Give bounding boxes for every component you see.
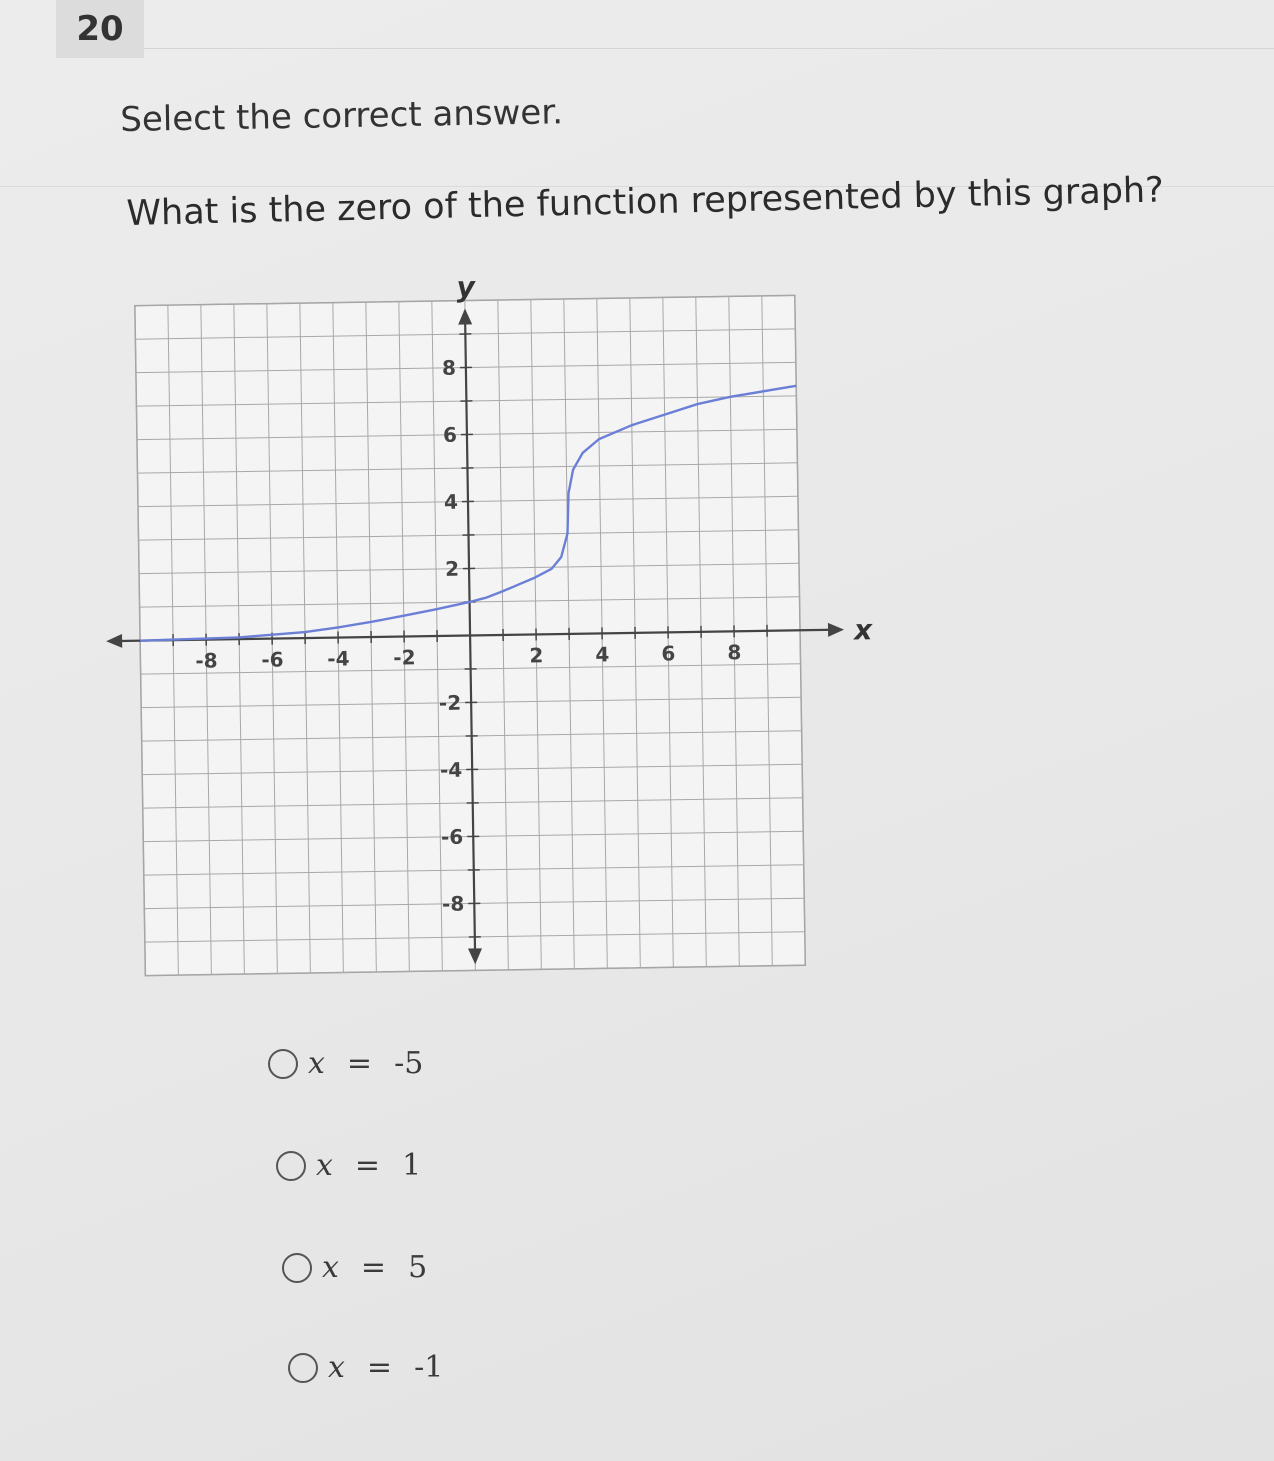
question-prompt: What is the zero of the function represented by this graph? xyxy=(126,170,1165,234)
option-equals: = xyxy=(366,1350,393,1385)
y-tick-label: 4 xyxy=(443,489,459,514)
y-tick-label: -2 xyxy=(438,690,462,715)
option-equals: = xyxy=(346,1046,373,1081)
x-axis-arrow-left xyxy=(106,634,122,648)
question-number: 20 xyxy=(76,9,124,49)
option-value: 1 xyxy=(402,1148,422,1183)
option-equals: = xyxy=(360,1250,387,1285)
option-value: -5 xyxy=(394,1046,424,1081)
x-tick-label: -8 xyxy=(195,648,218,673)
option-variable: x xyxy=(322,1250,339,1285)
y-tick-label: 2 xyxy=(444,556,460,581)
y-tick-label: 6 xyxy=(442,422,458,447)
option-variable: x xyxy=(308,1046,325,1081)
x-axis-arrow-right xyxy=(828,623,844,637)
header-divider xyxy=(144,48,1274,49)
x-tick-label: 8 xyxy=(727,640,742,665)
question-number-box xyxy=(56,0,144,58)
x-tick-label: 4 xyxy=(595,642,610,667)
x-tick-label: 6 xyxy=(661,641,676,666)
option-label xyxy=(322,1250,427,1285)
radio-button[interactable] xyxy=(282,1253,312,1283)
option-label xyxy=(308,1046,423,1081)
y-tick-label: -4 xyxy=(439,757,463,782)
option-value: -1 xyxy=(414,1350,444,1385)
radio-button[interactable] xyxy=(288,1353,318,1383)
option-value: 5 xyxy=(408,1250,428,1285)
y-tick-label: -8 xyxy=(441,891,465,916)
instruction-text: Select the correct answer. xyxy=(120,92,564,140)
option-label xyxy=(316,1148,421,1183)
option-3[interactable] xyxy=(282,1250,427,1285)
y-tick-label: -6 xyxy=(440,824,464,849)
x-tick-label: -4 xyxy=(327,646,350,671)
radio-button[interactable] xyxy=(276,1151,306,1181)
option-4[interactable] xyxy=(288,1350,443,1385)
radio-button[interactable] xyxy=(268,1049,298,1079)
x-tick-label: 2 xyxy=(529,643,544,668)
option-1[interactable] xyxy=(268,1046,423,1081)
option-variable: x xyxy=(316,1148,333,1183)
y-axis-label: y xyxy=(456,270,476,304)
x-tick-label: -2 xyxy=(393,645,416,670)
option-label xyxy=(328,1350,443,1385)
function-graph xyxy=(114,264,873,996)
option-2[interactable] xyxy=(276,1148,421,1183)
option-equals: = xyxy=(354,1148,381,1183)
option-variable: x xyxy=(328,1350,345,1385)
x-axis-label: x xyxy=(853,613,873,647)
x-tick-label: -6 xyxy=(261,647,284,672)
y-tick-label: 8 xyxy=(441,355,457,380)
